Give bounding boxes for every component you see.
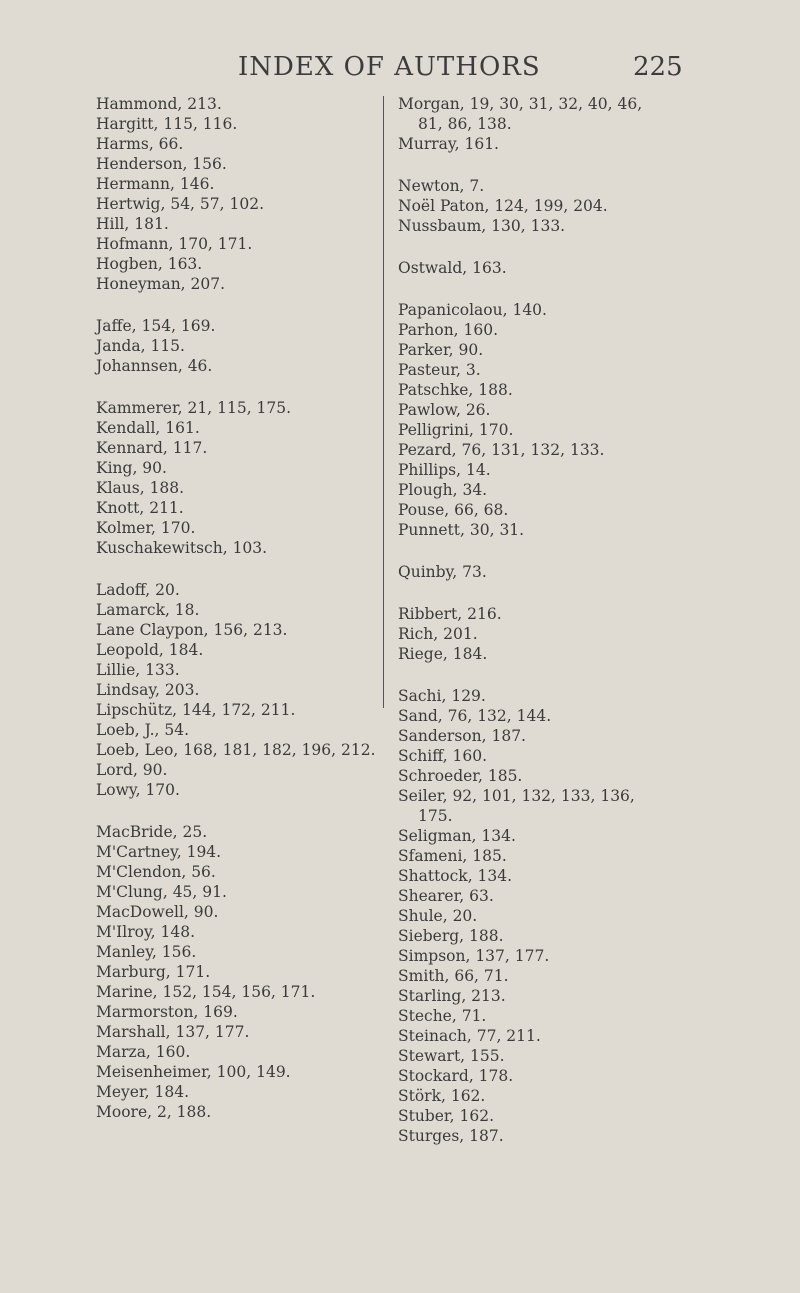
index-entry: Sachi, 129. <box>398 687 486 705</box>
column-divider <box>383 96 384 708</box>
index-entry: MacBride, 25. <box>96 823 208 841</box>
index-entry: Pelligrini, 170. <box>398 421 514 439</box>
index-entry: Shattock, 134. <box>398 867 513 885</box>
index-entry: Marshall, 137, 177. <box>96 1023 250 1041</box>
index-entry: M'Clung, 45, 91. <box>96 883 227 901</box>
right-index-column <box>398 94 698 1168</box>
index-entry: Kennard, 117. <box>96 439 208 457</box>
index-letter-group <box>398 686 698 1146</box>
index-entry: Manley, 156. <box>96 943 197 961</box>
index-entry: Rich, 201. <box>398 625 478 643</box>
index-letter-group <box>96 822 378 1122</box>
index-entry: Hertwig, 54, 57, 102. <box>96 195 264 213</box>
index-entry: Phillips, 14. <box>398 461 491 479</box>
index-entry: Kammerer, 21, 115, 175. <box>96 399 292 417</box>
index-entry: Lipschütz, 144, 172, 211. <box>96 701 296 719</box>
index-entry: King, 90. <box>96 459 167 477</box>
index-entry: Stuber, 162. <box>398 1107 494 1125</box>
index-letter-group <box>96 398 378 558</box>
index-entry: Stewart, 155. <box>398 1047 505 1065</box>
index-entry: Seiler, 92, 101, 132, 133, 136, <box>398 787 635 805</box>
left-index-column <box>96 94 378 1144</box>
index-entry: Honeyman, 207. <box>96 275 226 293</box>
index-entry: Hermann, 146. <box>96 175 215 193</box>
index-entry: Kolmer, 170. <box>96 519 196 537</box>
index-letter-group <box>398 300 698 540</box>
index-entry: Morgan, 19, 30, 31, 32, 40, 46, <box>398 95 643 113</box>
index-entry: Lamarck, 18. <box>96 601 200 619</box>
index-entry: Pezard, 76, 131, 132, 133. <box>398 441 605 459</box>
index-entry: MacDowell, 90. <box>96 903 219 921</box>
index-entry: Loeb, Leo, 168, 181, 182, 196, 212. <box>96 741 376 759</box>
index-letter-group <box>398 176 698 236</box>
index-entry: Parker, 90. <box>398 341 484 359</box>
index-entry: 175. <box>418 807 453 825</box>
index-entry: Jaffe, 154, 169. <box>96 317 216 335</box>
index-letter-group <box>398 94 698 154</box>
index-entry: Marza, 160. <box>96 1043 191 1061</box>
index-entry: Murray, 161. <box>398 135 499 153</box>
index-entry: Marburg, 171. <box>96 963 211 981</box>
index-letter-group <box>398 562 698 582</box>
index-entry: Hogben, 163. <box>96 255 203 273</box>
index-entry: Schroeder, 185. <box>398 767 523 785</box>
index-entry: Simpson, 137, 177. <box>398 947 550 965</box>
index-letter-group <box>96 316 378 376</box>
index-entry: Sand, 76, 132, 144. <box>398 707 552 725</box>
page-header <box>0 52 800 92</box>
index-entry: Starling, 213. <box>398 987 506 1005</box>
index-entry: Knott, 211. <box>96 499 184 517</box>
index-entry: Sturges, 187. <box>398 1127 504 1145</box>
index-entry: Stockard, 178. <box>398 1067 514 1085</box>
index-entry: Noël Paton, 124, 199, 204. <box>398 197 608 215</box>
index-entry: Harms, 66. <box>96 135 184 153</box>
index-entry: M'Cartney, 194. <box>96 843 222 861</box>
index-entry: M'Clendon, 56. <box>96 863 216 881</box>
index-entry: Newton, 7. <box>398 177 485 195</box>
index-entry: Papanicolaou, 140. <box>398 301 547 319</box>
index-entry: Steinach, 77, 211. <box>398 1027 541 1045</box>
index-entry: Janda, 115. <box>96 337 185 355</box>
index-entry: Moore, 2, 188. <box>96 1103 212 1121</box>
index-entry: Lindsay, 203. <box>96 681 200 699</box>
index-letter-group <box>398 258 698 278</box>
index-entry: Sieberg, 188. <box>398 927 504 945</box>
index-entry: Patschke, 188. <box>398 381 513 399</box>
index-entry: 81, 86, 138. <box>418 115 512 133</box>
running-title: INDEX OF AUTHORS <box>238 52 541 82</box>
index-entry: Shule, 20. <box>398 907 478 925</box>
index-entry: Ladoff, 20. <box>96 581 180 599</box>
index-entry: Leopold, 184. <box>96 641 204 659</box>
index-entry: Lord, 90. <box>96 761 168 779</box>
index-entry: Quinby, 73. <box>398 563 487 581</box>
index-entry: Henderson, 156. <box>96 155 227 173</box>
index-entry: Nussbaum, 130, 133. <box>398 217 566 235</box>
index-entry: Kendall, 161. <box>96 419 200 437</box>
page-number: 225 <box>633 52 683 82</box>
index-entry: Schiff, 160. <box>398 747 488 765</box>
index-entry: Johannsen, 46. <box>96 357 213 375</box>
index-entry: Punnett, 30, 31. <box>398 521 525 539</box>
index-entry: Meisenheimer, 100, 149. <box>96 1063 291 1081</box>
index-entry: Steche, 71. <box>398 1007 487 1025</box>
index-entry: Ribbert, 216. <box>398 605 502 623</box>
index-letter-group <box>398 604 698 664</box>
index-entry: Shearer, 63. <box>398 887 494 905</box>
index-entry: Hammond, 213. <box>96 95 222 113</box>
index-entry: Pawlow, 26. <box>398 401 491 419</box>
index-entry: Meyer, 184. <box>96 1083 190 1101</box>
index-entry: Parhon, 160. <box>398 321 499 339</box>
index-entry: Marmorston, 169. <box>96 1003 238 1021</box>
index-entry: Hill, 181. <box>96 215 169 233</box>
index-entry: Ostwald, 163. <box>398 259 507 277</box>
index-entry: Lowy, 170. <box>96 781 180 799</box>
index-entry: Hargitt, 115, 116. <box>96 115 238 133</box>
index-entry: M'Ilroy, 148. <box>96 923 196 941</box>
index-entry: Loeb, J., 54. <box>96 721 190 739</box>
index-entry: Störk, 162. <box>398 1087 486 1105</box>
index-letter-group <box>96 580 378 800</box>
index-entry: Seligman, 134. <box>398 827 516 845</box>
index-letter-group <box>96 94 378 294</box>
index-entry: Riege, 184. <box>398 645 488 663</box>
index-entry: Kuschakewitsch, 103. <box>96 539 268 557</box>
index-entry: Smith, 66, 71. <box>398 967 509 985</box>
index-entry: Pouse, 66, 68. <box>398 501 509 519</box>
index-entry: Lane Claypon, 156, 213. <box>96 621 288 639</box>
index-entry: Sfameni, 185. <box>398 847 507 865</box>
index-entry: Klaus, 188. <box>96 479 185 497</box>
index-entry: Hofmann, 170, 171. <box>96 235 253 253</box>
index-entry: Lillie, 133. <box>96 661 180 679</box>
index-entry: Plough, 34. <box>398 481 488 499</box>
index-entry: Pasteur, 3. <box>398 361 481 379</box>
index-entry: Sanderson, 187. <box>398 727 526 745</box>
index-entry: Marine, 152, 154, 156, 171. <box>96 983 316 1001</box>
